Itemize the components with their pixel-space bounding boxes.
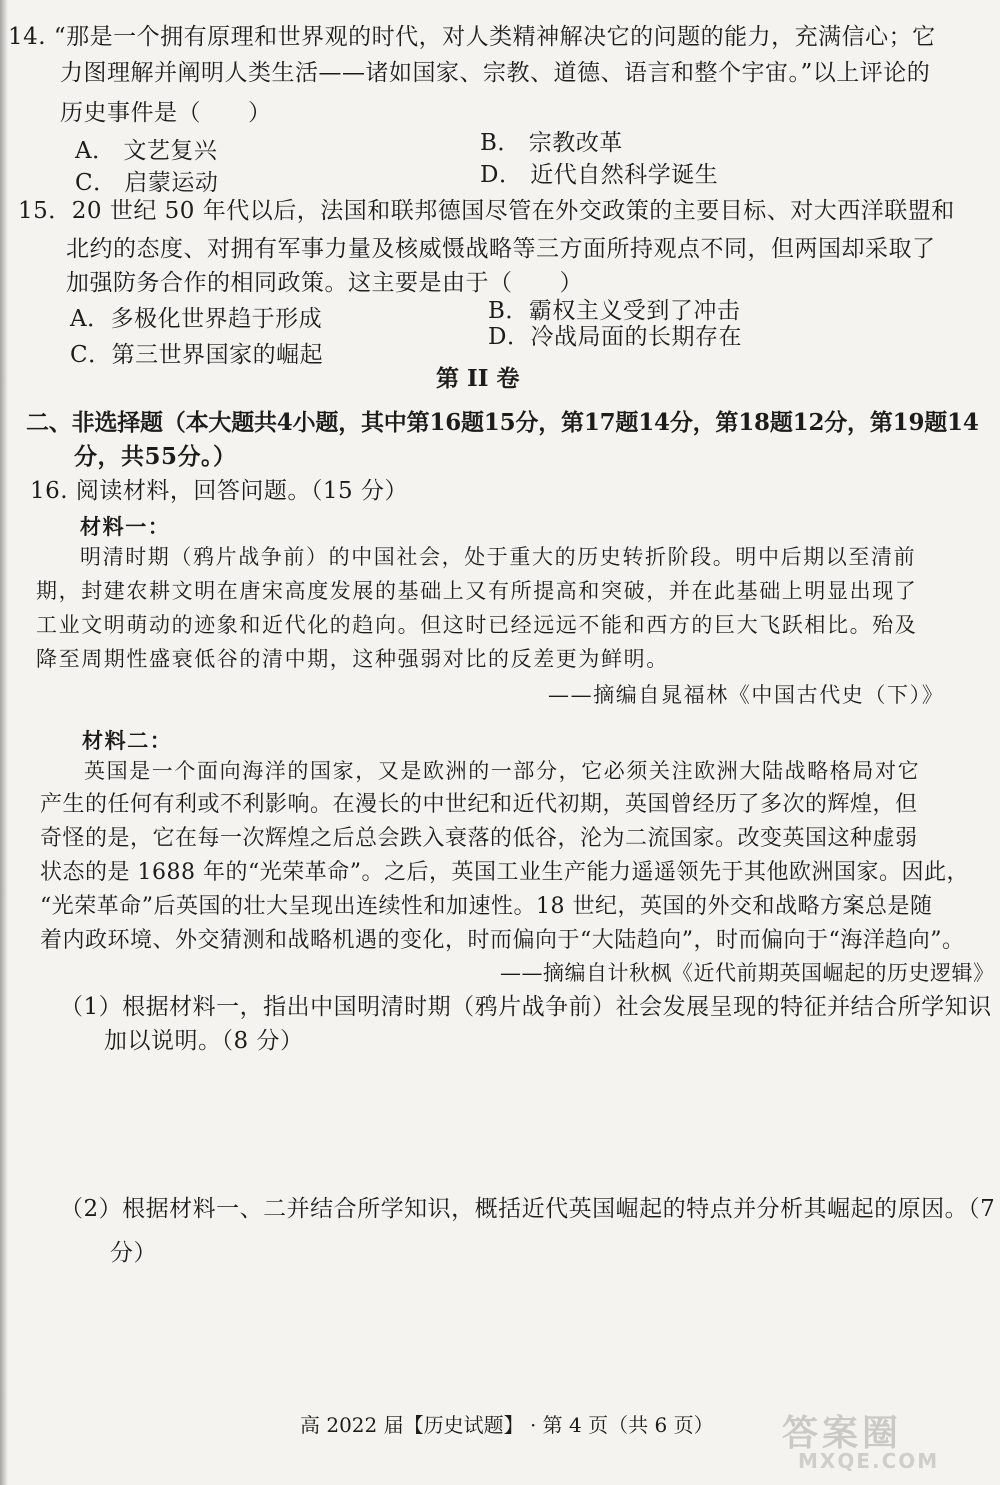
q15-option-a: A．多极化世界趋于形成 <box>70 306 323 332</box>
section-title: 第 II 卷 <box>436 365 520 392</box>
q15-option-c: C．第三世界国家的崛起 <box>70 342 324 368</box>
material-2-line-1: 英国是一个面向海洋的国家，又是欧洲的一部分，它必须关注欧洲大陆战略格局对它 <box>84 759 921 783</box>
q14-line-3: 历史事件是（ ） <box>60 100 272 126</box>
material-2-line-4: 状态的是 1688 年的“光荣革命”。之后，英国工业生产能力遥遥领先于其他欧洲国家。因此， <box>40 860 969 885</box>
q16-sub1-line-1: （1）根据材料一，指出中国明清时期（鸦片战争前）社会发展呈现的特征并结合所学知识 <box>60 994 992 1020</box>
q15-line-3: 加强防务合作的相同政策。这主要是由于（ ） <box>66 270 583 296</box>
material-2-label: 材料二： <box>82 728 173 753</box>
material-1-source: ——摘编自晁福林《中国古代史（下）》 <box>548 683 945 707</box>
q14-option-d: D． 近代自然科学诞生 <box>480 162 719 188</box>
material-1-label: 材料一： <box>80 514 171 539</box>
q15-option-d: D．冷战局面的长期存在 <box>488 324 742 350</box>
watermark-logo-text: 答案圈 <box>782 1413 903 1454</box>
page-footer: 高 2022 届【历史试题】 · 第 4 页（共 6 页） <box>300 1413 714 1437</box>
material-1-line-1: 明清时期（鸦片战争前）的中国社会，处于重大的历史转折阶段。明中后期以至清前 <box>80 545 917 569</box>
q14-option-b: B． 宗教改革 <box>480 130 623 156</box>
material-1-line-4: 降至周期性盛衰低谷的清中期，这种强弱对比的反差更为鲜明。 <box>36 647 669 671</box>
material-2-line-3: 奇怪的是，它在每一次辉煌之后总会跌入衰落的低谷，沦为二流国家。改变英国这种虚弱 <box>40 826 918 851</box>
section-instructions-line-1: 二、非选择题（本大题共4小题，其中第16题15分，第17题14分，第18题12分，第19题14 <box>26 409 979 436</box>
q14-option-a: A． 文艺复兴 <box>75 138 218 164</box>
q16-sub2-line-1: （2）根据材料一、二并结合所学知识，概括近代英国崛起的特点并分析其崛起的原因。（7 <box>60 1196 996 1222</box>
q14-line-2: 力图理解并阐明人类生活——诸如国家、宗教、道德、语言和整个宇宙。”以上评论的 <box>60 60 931 86</box>
q14-line-1: 14. “那是一个拥有原理和世界观的时代，对人类精神解决它的问题的能力，充满信心；它 <box>8 24 936 50</box>
q15-line-1: 15．20 世纪 50 年代以后，法国和联邦德国尽管在外交政策的主要目标、对大西洋联盟和 <box>18 198 955 224</box>
q16-sub1-line-2: 加以说明。（8 分） <box>104 1028 304 1054</box>
scan-edge-shadow <box>0 0 8 1485</box>
q15-line-2: 北约的态度、对拥有军事力量及核威慑战略等三方面所持观点不同，但两国却采取了 <box>66 236 936 262</box>
q16-intro: 16. 阅读材料，回答问题。（15 分） <box>30 478 408 504</box>
q16-sub2-line-2: 分） <box>110 1240 157 1266</box>
section-instructions-line-2: 分，共55分。） <box>74 443 237 470</box>
material-2-line-6: 着内政环境、外交猜测和战略机遇的变化，时而偏向于“大陆趋向”，时而偏向于“海洋趋向”。 <box>40 928 965 953</box>
material-1-line-2: 期，封建农耕文明在唐宋高度发展的基础上又有所提高和突破，并在此基础上明显出现了 <box>36 579 918 603</box>
q15-option-b: B．霸权主义受到了冲击 <box>488 298 741 324</box>
watermark-url: MXQE.COM <box>798 1449 940 1473</box>
material-2-source: ——摘编自计秋枫《近代前期英国崛起的历史逻辑》 <box>500 961 995 985</box>
material-2-line-2: 产生的任何有利或不利影响。在漫长的中世纪和近代初期，英国曾经历了多次的辉煌，但 <box>40 792 918 817</box>
material-2-line-5: “光荣革命”后英国的壮大呈现出连续性和加速性。18 世纪，英国的外交和战略方案总是随 <box>40 894 933 919</box>
q14-option-c: C． 启蒙运动 <box>75 170 219 196</box>
site-watermark <box>782 1405 982 1475</box>
material-1-line-3: 工业文明萌动的迹象和近代化的趋向。但这时已经远远不能和西方的巨大飞跃相比。殆及 <box>36 613 918 637</box>
